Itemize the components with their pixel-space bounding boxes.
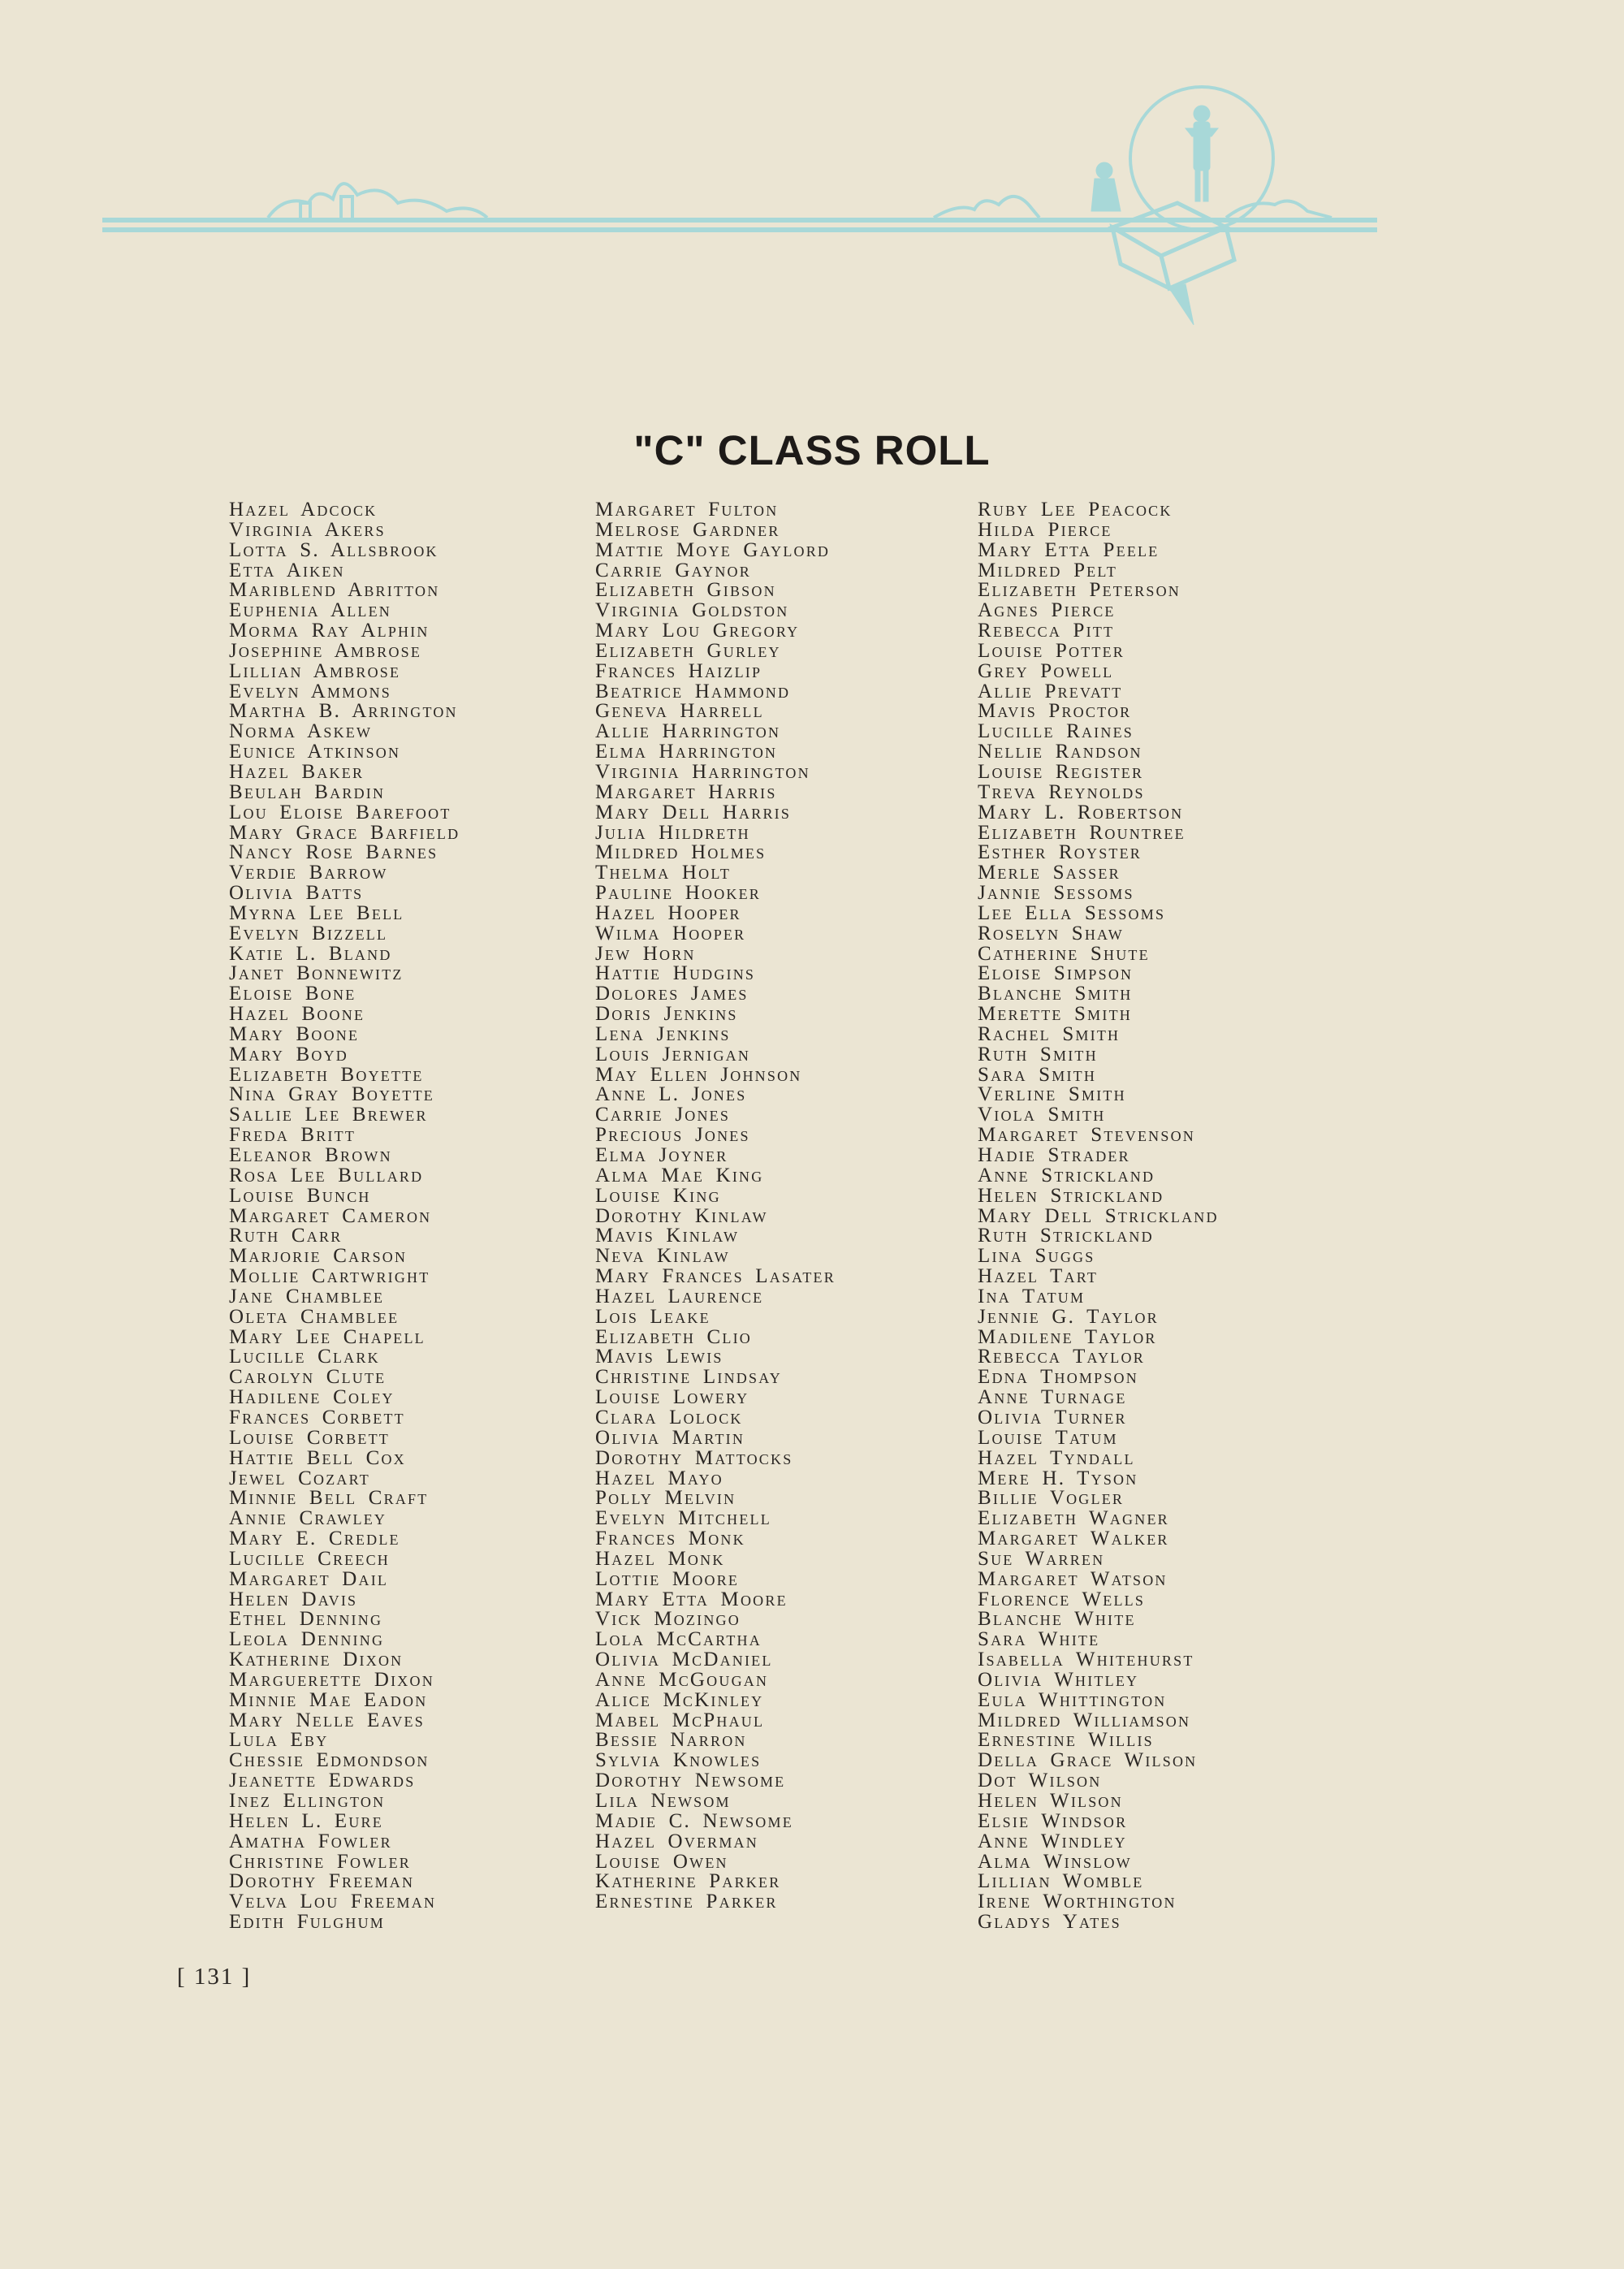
- student-name: Josephine Ambrose: [229, 639, 422, 662]
- student-name: Mabel McPhaul: [595, 1709, 765, 1731]
- student-name: Hazel Overman: [595, 1830, 758, 1852]
- student-name: Viola Smith: [978, 1104, 1106, 1126]
- student-name: Margaret Walker: [978, 1528, 1169, 1550]
- student-name: Myrna Lee Bell: [229, 901, 404, 924]
- student-name: Margaret Watson: [978, 1567, 1168, 1590]
- student-name: Frances Corbett: [229, 1406, 405, 1428]
- student-name: Mary E. Credle: [229, 1528, 400, 1550]
- student-name: Margaret Fulton: [595, 499, 779, 521]
- decorative-header-illustration: [97, 81, 1380, 341]
- student-name: Alma Winslow: [978, 1850, 1132, 1873]
- student-name: Inez Ellington: [229, 1790, 386, 1812]
- student-name: Evelyn Bizzell: [229, 922, 388, 944]
- student-name: Louise Register: [978, 760, 1144, 783]
- student-name: Jeanette Edwards: [229, 1770, 416, 1792]
- student-name: Elizabeth Rountree: [978, 821, 1186, 844]
- student-name: Elizabeth Boyette: [229, 1063, 424, 1086]
- student-name: Allie Prevatt: [978, 680, 1123, 702]
- student-name: Euphenia Allen: [229, 599, 391, 622]
- student-name: Hadilene Coley: [229, 1386, 395, 1409]
- student-name: Lila Newsom: [595, 1790, 731, 1812]
- roll-column-2: [595, 500, 836, 1912]
- student-name: Dot Wilson: [978, 1770, 1102, 1792]
- student-name: Irene Worthington: [978, 1891, 1177, 1913]
- student-name: Martha B. Arrington: [229, 700, 458, 723]
- student-name: Ernestine Willis: [978, 1729, 1154, 1752]
- student-name: Norma Askew: [229, 720, 373, 743]
- student-name: Oleta Chamblee: [229, 1305, 400, 1328]
- student-name: Ruth Smith: [978, 1043, 1098, 1065]
- student-name: Amatha Fowler: [229, 1830, 392, 1852]
- student-name: Mary Lee Chapell: [229, 1325, 425, 1348]
- student-name: Mere H. Tyson: [978, 1467, 1138, 1489]
- student-name: Lee Ella Sessoms: [978, 901, 1166, 924]
- student-name: Mary Boyd: [229, 1043, 348, 1065]
- student-name: Dorothy Kinlaw: [595, 1204, 768, 1227]
- student-name: Katie L. Bland: [229, 942, 392, 965]
- student-name: Anne L. Jones: [595, 1083, 747, 1106]
- student-name: Treva Reynolds: [978, 780, 1145, 803]
- student-name: Etta Aiken: [229, 559, 345, 581]
- student-name: Louise Lowery: [595, 1386, 749, 1409]
- student-name: Neva Kinlaw: [595, 1245, 730, 1268]
- student-name: Dorothy Mattocks: [595, 1446, 793, 1469]
- student-name: Eloise Bone: [229, 983, 356, 1005]
- student-name: Hadie Strader: [978, 1144, 1130, 1166]
- student-name: Dorothy Freeman: [229, 1870, 415, 1893]
- student-name: Eunice Atkinson: [229, 741, 401, 763]
- student-name: Louise Tatum: [978, 1426, 1118, 1449]
- student-name: Mary Etta Peele: [978, 538, 1160, 561]
- student-name: Nancy Rose Barnes: [229, 841, 438, 864]
- student-name: Carrie Jones: [595, 1104, 731, 1126]
- student-name: Edna Thompson: [978, 1366, 1138, 1389]
- figures-and-trunk-icon: [1091, 106, 1234, 325]
- student-name: Mary Frances Lasater: [595, 1265, 836, 1288]
- student-name: Ina Tatum: [978, 1285, 1086, 1307]
- student-name: Elizabeth Gibson: [595, 579, 776, 602]
- student-name: Jew Horn: [595, 942, 696, 965]
- student-name: Helen L. Eure: [229, 1809, 383, 1832]
- student-name: Olivia McDaniel: [595, 1649, 773, 1671]
- student-name: Mary Dell Strickland: [978, 1204, 1219, 1227]
- student-name: Anne Strickland: [978, 1164, 1155, 1186]
- student-name: Vick Mozingo: [595, 1608, 741, 1631]
- student-name: Julia Hildreth: [595, 821, 750, 844]
- student-name: Elizabeth Wagner: [978, 1507, 1169, 1530]
- student-name: Dolores James: [595, 983, 749, 1005]
- student-name: Beatrice Hammond: [595, 680, 791, 702]
- student-name: Lou Eloise Barefoot: [229, 801, 451, 823]
- student-name: Lina Suggs: [978, 1245, 1095, 1268]
- student-name: Minnie Bell Craft: [229, 1487, 429, 1510]
- student-name: Nina Gray Boyette: [229, 1083, 435, 1106]
- student-name: Hazel Tart: [978, 1265, 1099, 1288]
- student-name: Hilda Pierce: [978, 518, 1112, 541]
- student-name: Louise Bunch: [229, 1184, 371, 1207]
- student-name: Olivia Martin: [595, 1426, 745, 1449]
- student-name: Madilene Taylor: [978, 1325, 1157, 1348]
- student-name: Marjorie Carson: [229, 1245, 408, 1268]
- student-name: Mariblend Abritton: [229, 579, 440, 602]
- student-name: Margaret Harris: [595, 780, 777, 803]
- student-name: Lucille Clark: [229, 1346, 380, 1368]
- student-name: Helen Strickland: [978, 1184, 1164, 1207]
- student-name: Jewel Cozart: [229, 1467, 370, 1489]
- student-name: Mavis Proctor: [978, 700, 1132, 723]
- student-name: Olivia Batts: [229, 882, 364, 905]
- student-name: Annie Crawley: [229, 1507, 387, 1530]
- student-name: Roselyn Shaw: [978, 922, 1124, 944]
- student-name: Rosa Lee Bullard: [229, 1164, 424, 1186]
- student-name: Mavis Kinlaw: [595, 1225, 740, 1247]
- student-name: Elsie Windsor: [978, 1809, 1128, 1832]
- student-name: Rebecca Taylor: [978, 1346, 1145, 1368]
- student-name: Anne McGougan: [595, 1668, 769, 1691]
- student-name: Olivia Whitley: [978, 1668, 1139, 1691]
- student-name: Hattie Bell Cox: [229, 1446, 406, 1469]
- student-name: Jane Chamblee: [229, 1285, 385, 1307]
- student-name: Louise Owen: [595, 1850, 728, 1873]
- student-name: Lillian Womble: [978, 1870, 1144, 1893]
- student-name: Virginia Goldston: [595, 599, 789, 622]
- student-name: Edith Fulghum: [229, 1911, 386, 1934]
- horizon-rule: [102, 218, 1377, 232]
- student-name: Eloise Simpson: [978, 962, 1134, 985]
- student-name: Rebecca Pitt: [978, 620, 1115, 642]
- student-name: Margaret Stevenson: [978, 1124, 1195, 1147]
- student-name: Jennie G. Taylor: [978, 1305, 1159, 1328]
- student-name: Anne Windley: [978, 1830, 1127, 1852]
- student-name: Sara Smith: [978, 1063, 1097, 1086]
- student-name: Katherine Parker: [595, 1870, 781, 1893]
- student-name: Hazel Boone: [229, 1003, 365, 1026]
- student-name: Alma Mae King: [595, 1164, 764, 1186]
- student-name: Dorothy Newsome: [595, 1770, 786, 1792]
- student-name: Frances Monk: [595, 1528, 745, 1550]
- student-name: Elma Joyner: [595, 1144, 728, 1166]
- student-name: Velva Lou Freeman: [229, 1891, 437, 1913]
- student-name: Thelma Holt: [595, 862, 732, 884]
- student-name: Esther Royster: [978, 841, 1142, 864]
- student-name: Chessie Edmondson: [229, 1749, 430, 1772]
- student-name: Mollie Cartwright: [229, 1265, 430, 1288]
- student-name: Sara White: [978, 1628, 1100, 1651]
- student-name: Mary L. Robertson: [978, 801, 1184, 823]
- student-name: Carolyn Clute: [229, 1366, 387, 1389]
- student-name: Lola McCartha: [595, 1628, 762, 1651]
- student-name: Rachel Smith: [978, 1022, 1121, 1045]
- student-name: Mildred Holmes: [595, 841, 767, 864]
- student-name: Madie C. Newsome: [595, 1809, 793, 1832]
- student-name: Mavis Lewis: [595, 1346, 723, 1368]
- student-name: Mary Etta Moore: [595, 1588, 788, 1610]
- student-name: Louis Jernigan: [595, 1043, 751, 1065]
- student-name: Alice McKinley: [595, 1688, 764, 1711]
- student-name: Hazel Monk: [595, 1547, 725, 1570]
- student-name: Elizabeth Peterson: [978, 579, 1181, 602]
- student-name: Anne Turnage: [978, 1386, 1127, 1409]
- student-name: Billie Vogler: [978, 1487, 1125, 1510]
- student-name: Della Grace Wilson: [978, 1749, 1198, 1772]
- cityscape-silhouette-icon: [268, 184, 1332, 218]
- student-name: Catherine Shute: [978, 942, 1150, 965]
- student-name: Katherine Dixon: [229, 1649, 404, 1671]
- student-name: Mary Nelle Eaves: [229, 1709, 425, 1731]
- student-name: Ethel Denning: [229, 1608, 383, 1631]
- student-name: Lotta S. Allsbrook: [229, 538, 438, 561]
- student-name: Ernestine Parker: [595, 1891, 778, 1913]
- page-title: "C" CLASS ROLL: [633, 427, 991, 473]
- student-name: Doris Jenkins: [595, 1003, 738, 1026]
- student-name: Verdie Barrow: [229, 862, 388, 884]
- student-name: Carrie Gaynor: [595, 559, 751, 581]
- student-name: Lula Eby: [229, 1729, 329, 1752]
- student-name: Margaret Cameron: [229, 1204, 432, 1227]
- roll-column-1: [229, 500, 460, 1933]
- student-name: Wilma Hooper: [595, 922, 746, 944]
- student-name: Evelyn Ammons: [229, 680, 391, 702]
- student-name: Mildred Pelt: [978, 559, 1118, 581]
- student-name: May Ellen Johnson: [595, 1063, 802, 1086]
- student-name: Helen Davis: [229, 1588, 358, 1610]
- student-name: Grey Powell: [978, 659, 1114, 682]
- student-name: Morma Ray Alphin: [229, 620, 430, 642]
- student-name: Bessie Narron: [595, 1729, 747, 1752]
- student-name: Sallie Lee Brewer: [229, 1104, 428, 1126]
- student-name: Virginia Akers: [229, 518, 386, 541]
- student-name: Louise King: [595, 1184, 721, 1207]
- student-name: Elma Harrington: [595, 741, 778, 763]
- student-name: Mary Boone: [229, 1022, 360, 1045]
- student-name: Hazel Tyndall: [978, 1446, 1135, 1469]
- student-name: Eleanor Brown: [229, 1144, 392, 1166]
- student-name: Hazel Mayo: [595, 1467, 723, 1489]
- student-name: Eula Whittington: [978, 1688, 1167, 1711]
- student-name: Louise Corbett: [229, 1426, 390, 1449]
- student-name: Lois Leake: [595, 1305, 710, 1328]
- student-name: Christine Fowler: [229, 1850, 412, 1873]
- page-number: [ 131 ]: [177, 1964, 252, 1990]
- student-name: Janet Bonnewitz: [229, 962, 404, 985]
- student-name: Leola Denning: [229, 1628, 385, 1651]
- student-name: Merette Smith: [978, 1003, 1132, 1026]
- student-name: Hazel Baker: [229, 760, 365, 783]
- student-name: Blanche Smith: [978, 983, 1133, 1005]
- student-name: Gladys Yates: [978, 1911, 1121, 1934]
- student-name: Melrose Gardner: [595, 518, 780, 541]
- student-name: Freda Britt: [229, 1124, 356, 1147]
- student-name: Elizabeth Gurley: [595, 639, 781, 662]
- student-name: Sue Warren: [978, 1547, 1105, 1570]
- student-name: Clara Lolock: [595, 1406, 743, 1428]
- student-name: Ruth Carr: [229, 1225, 343, 1247]
- student-name: Hazel Hooper: [595, 901, 741, 924]
- student-name: Mattie Moye Gaylord: [595, 538, 831, 561]
- student-name: Margaret Dail: [229, 1567, 389, 1590]
- student-name: Jannie Sessoms: [978, 882, 1134, 905]
- student-name: Virginia Harrington: [595, 760, 810, 783]
- student-name: Precious Jones: [595, 1124, 750, 1147]
- student-name: Lillian Ambrose: [229, 659, 401, 682]
- student-name: Lucille Raines: [978, 720, 1134, 743]
- roll-column-3: [978, 500, 1219, 1933]
- student-name: Lena Jenkins: [595, 1022, 731, 1045]
- student-name: Marguerette Dixon: [229, 1668, 434, 1691]
- student-name: Olivia Turner: [978, 1406, 1127, 1428]
- student-name: Ruth Strickland: [978, 1225, 1154, 1247]
- student-name: Isabella Whitehurst: [978, 1649, 1194, 1671]
- student-name: Pauline Hooker: [595, 882, 761, 905]
- student-name: Geneva Harrell: [595, 700, 764, 723]
- student-name: Ruby Lee Peacock: [978, 499, 1173, 521]
- student-name: Beulah Bardin: [229, 780, 386, 803]
- student-name: Verline Smith: [978, 1083, 1126, 1106]
- student-name: Elizabeth Clio: [595, 1325, 752, 1348]
- student-name: Lottie Moore: [595, 1567, 740, 1590]
- student-name: Agnes Pierce: [978, 599, 1116, 622]
- student-name: Polly Melvin: [595, 1487, 736, 1510]
- student-name: Mary Grace Barfield: [229, 821, 460, 844]
- student-name: Mildred Williamson: [978, 1709, 1191, 1731]
- student-name: Florence Wells: [978, 1588, 1146, 1610]
- student-name: Merle Sasser: [978, 862, 1121, 884]
- student-name: Mary Dell Harris: [595, 801, 792, 823]
- student-name: Allie Harrington: [595, 720, 781, 743]
- student-name: Hazel Adcock: [229, 499, 378, 521]
- student-name: Helen Wilson: [978, 1790, 1123, 1812]
- student-name: Christine Lindsay: [595, 1366, 782, 1389]
- student-name: Sylvia Knowles: [595, 1749, 762, 1772]
- student-name: Nellie Randson: [978, 741, 1142, 763]
- student-name: Mary Lou Gregory: [595, 620, 800, 642]
- student-name: Minnie Mae Eadon: [229, 1688, 428, 1711]
- student-name: Frances Haizlip: [595, 659, 762, 682]
- student-name: Lucille Creech: [229, 1547, 390, 1570]
- student-name: Blanche White: [978, 1608, 1136, 1631]
- student-name: Louise Potter: [978, 639, 1125, 662]
- student-name: Hazel Laurence: [595, 1285, 764, 1307]
- student-name: Hattie Hudgins: [595, 962, 756, 985]
- student-name: Evelyn Mitchell: [595, 1507, 771, 1530]
